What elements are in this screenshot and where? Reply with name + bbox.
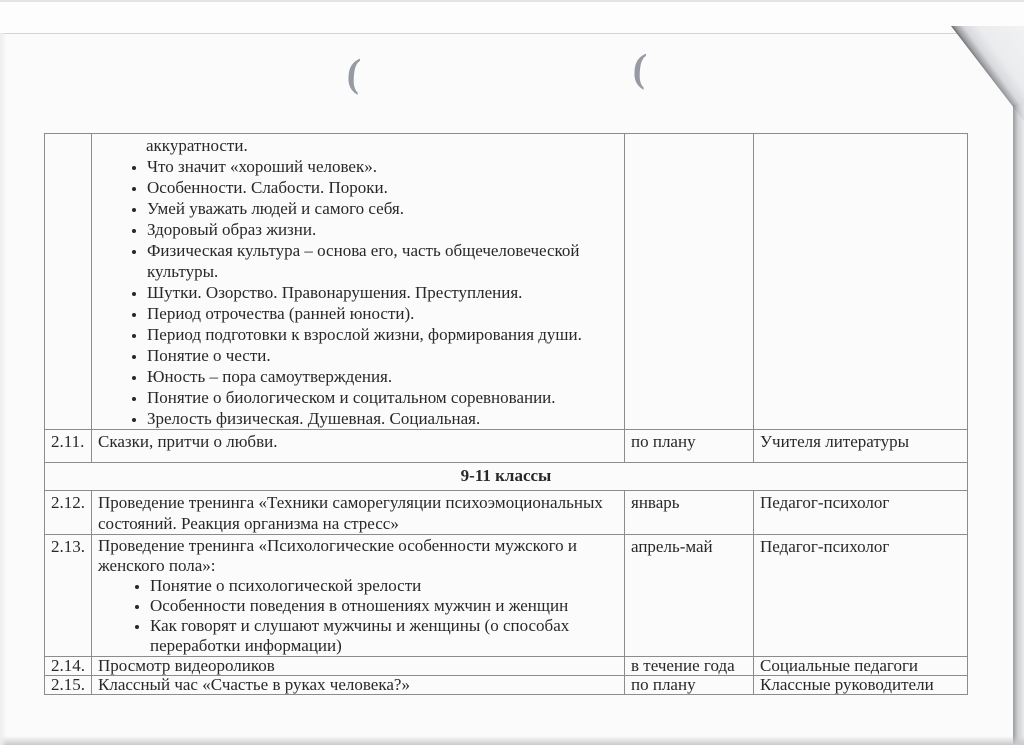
punch-hole-mark-icon: ( xyxy=(631,44,648,91)
table-row xyxy=(45,676,968,695)
bullet-item: • Понятие о биологическом и социтальном соревновании. xyxy=(147,387,618,408)
table-row xyxy=(45,535,968,657)
cell-number: 2.15. xyxy=(45,676,92,695)
table-row-continuation xyxy=(45,134,968,430)
cell-activity: Сказки, притчи о любви. xyxy=(92,430,625,463)
bullet-item: • Период отрочества (ранней юности). xyxy=(147,303,618,324)
bullet-item: • Как говорят и слушают мужчины и женщины (о способах переработки информации) xyxy=(150,616,618,656)
bullet-item: • Здоровый образ жизни. xyxy=(147,219,618,240)
cell-responsible: Педагог-психолог xyxy=(754,535,968,657)
section-header: 9-11 классы xyxy=(45,463,968,491)
bullet-item: • Физическая культура – основа его, часть общечеловеческой культуры. xyxy=(147,240,618,282)
cell-timing: по плану xyxy=(625,676,754,695)
cell-timing: в течение года xyxy=(625,657,754,676)
cell-timing: по плану xyxy=(625,430,754,463)
bullet-item: • Особенности. Слабости. Пороки. xyxy=(147,177,618,198)
page-left-edge-shadow xyxy=(0,33,7,745)
cell-number: 2.12. xyxy=(45,491,92,535)
activity-title: Проведение тренинга «Психологические особенности мужского и женского пола»: xyxy=(98,536,577,575)
cell-responsible: Учителя литературы xyxy=(754,430,968,463)
bullet-item: • Юность – пора самоутверждения. xyxy=(147,366,618,387)
cell-timing xyxy=(625,134,754,430)
bullet-item: • Что значит «хороший человек». xyxy=(147,156,618,177)
cell-timing: апрель-май xyxy=(625,535,754,657)
cell-activity: Просмотр видеороликов xyxy=(92,657,625,676)
cell-number: 2.11. xyxy=(45,430,92,463)
topic-bullet-list xyxy=(98,156,618,429)
cell-activity: Классный час «Счастье в руках человека?» xyxy=(92,676,625,695)
cell-responsible xyxy=(754,134,968,430)
table-row xyxy=(45,491,968,535)
cell-responsible: Социальные педагоги xyxy=(754,657,968,676)
bullet-item: • Особенности поведения в отношениях мужчин и женщин xyxy=(150,596,618,616)
cell-responsible: Классные руководители xyxy=(754,676,968,695)
cell-number: 2.13. xyxy=(45,535,92,657)
scan-top-page-edge xyxy=(0,0,1024,34)
punch-hole-mark-icon: ( xyxy=(345,49,362,96)
cell-responsible: Педагог-психолог xyxy=(754,491,968,535)
plan-table xyxy=(44,133,968,695)
cell-number xyxy=(45,134,92,430)
page-bottom-edge-shadow xyxy=(0,736,1024,745)
cell-timing: январь xyxy=(625,491,754,535)
topic-bullet-list xyxy=(98,576,618,656)
cell-activity xyxy=(92,535,625,657)
section-header-row xyxy=(45,463,968,491)
continuation-intro-line: аккуратности. xyxy=(146,136,248,155)
table-row xyxy=(45,657,968,676)
bullet-item: • Умей уважать людей и самого себя. xyxy=(147,198,618,219)
page-right-edge-shadow xyxy=(1013,105,1024,745)
bullet-item: • Понятие о психологической зрелости xyxy=(150,576,618,596)
cell-activity: Проведение тренинга «Техники саморегуляции психоэмоциональных состояний. Реакция организма на стресс» xyxy=(92,491,625,535)
table-row xyxy=(45,430,968,463)
scanner-edge-line xyxy=(0,0,1024,2)
bullet-item: • Понятие о чести. xyxy=(147,345,618,366)
cell-number: 2.14. xyxy=(45,657,92,676)
bullet-item: • Шутки. Озорство. Правонарушения. Преступления. xyxy=(147,282,618,303)
bullet-item: • Зрелость физическая. Душевная. Социальная. xyxy=(147,408,618,429)
bullet-item: • Период подготовки к взрослой жизни, формирования души. xyxy=(147,324,618,345)
cell-activity xyxy=(92,134,625,430)
